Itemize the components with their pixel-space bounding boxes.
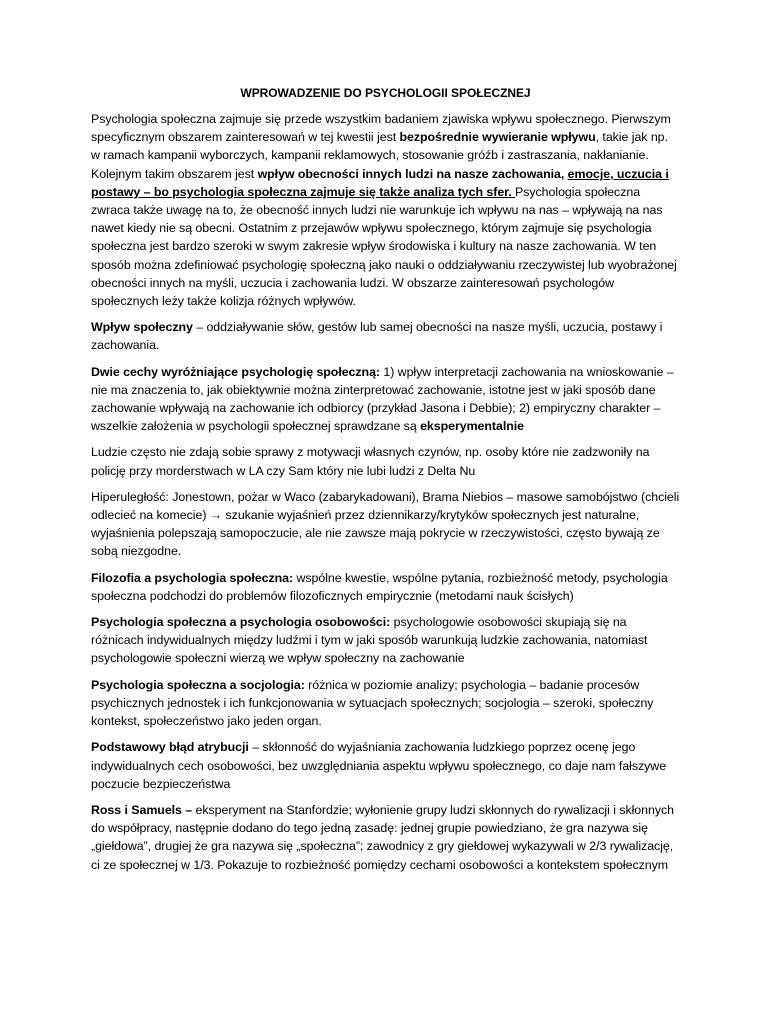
text-run: eksperyment na Stanfordzie; wyłonienie grupy ludzi skłonnych do rywalizacji i skłonnych do współpracy, następnie dodano do tego jedną zasadę: jednej grupie powiedziano, że gra nazywa się „giełdowa”, drugiej że gra nazywa się „społeczna”; zawodnicy z gry giełdowej wykazywali w 2/3 rywalizację, ci ze społecznej w 1/3. Pokazuje to rozbieżność pomiędzy cechami osobowości a kontekstem społecznym	[91, 802, 674, 872]
bold-term: Wpływ społeczny	[91, 320, 193, 335]
bold-term: bezpośrednie wywieranie wpływu	[399, 130, 596, 145]
paragraph-motivation: Ludzie często nie zdają sobie sprawy z motywacji własnych czynów, np. osoby które nie zadzwoniły na policję przy morderstwach w LA czy Sam który nie lubi ludzi z Delta Nu	[91, 445, 650, 478]
text-run: – skłonność do wyjaśniania zachowania ludzkiego poprzez ocenę jego indywidualnych cech osobowości, bez uwzględniania aspektu wpływu społecznego, co daje nam fałszywe poczucie bezpieczeństwa	[91, 740, 667, 791]
paragraph-philosophy	[91, 569, 680, 605]
text-run: wspólne kwestie, wspólne pytania, rozbieżność metody, psychologia społeczna podchodzi do problemów filozoficznych empirycznie (metodami nauk ścisłych)	[91, 570, 668, 603]
text-run: Psychologia społeczna zajmuje się przede wszystkim badaniem zjawiska wpływu społecznego. Pierwszym specyficznym obszarem zainteresowań w tej kwestii jest	[91, 112, 671, 145]
text-run: szukanie wyjaśnień przez dziennikarzy/krytyków społecznych jest naturalne, wyjaśnienia polepszają samopoczucie, ale nie zawsze mają pokrycie w rzeczywistości, często bywają ze sobą niezgodne.	[91, 508, 660, 559]
text-run: Psychologia społeczna zwraca także uwagę na to, że obecność innych ludzi nie warunkuje ich wpływu na nas – wpływają na nas nawet kiedy nie są obecni. Ostatnim z przejawów wpływu społecznego, którym zajmuje się psychologia społeczna jest bardzo szeroki w swym zakresie wpływ środowiska i kultury na nasze zachowania. W ten sposób można zdefiniować psychologię społeczną jako nauki o oddziaływaniu rzeczywistej lub wyobrażonej obecności innych na myśli, uczucia i zachowania ludzi. W obszarze zainteresowań psychologów społecznych leży także kolizja różnych wpływów.	[91, 184, 677, 309]
bold-term: Psychologia społeczna a socjologia:	[91, 677, 305, 692]
paragraph-attribution-error	[91, 738, 680, 793]
page-title: WPROWADZENIE DO PSYCHOLOGII SPOŁECZNEJ	[240, 86, 531, 100]
bold-term: Ross i Samuels –	[91, 802, 193, 817]
bold-term: eksperymentalnie	[420, 419, 524, 434]
text-run: psychologowie osobowości skupiają się na różnicach indywidualnych między ludźmi i tym w jaki sposób warunkują ludzkie zachowania, natomiast psychologowie społeczni wierzą we wpływ społeczny na zachowanie	[91, 615, 648, 666]
paragraph-sociology	[91, 676, 680, 731]
arrow-right-icon: →	[209, 508, 223, 523]
bold-term: Podstawowy błąd atrybucji	[91, 740, 249, 755]
text-run: 1) wpływ interpretacji zachowania na wnioskowanie – nie ma znaczenia to, jak obiektywnie można zinterpretować zachowanie, istotne jest w jaki sposób dane zachowanie wpływają na zachowanie ich odbiorcy (przykład Jasona i Debbie); 2) empiryczny charakter – wszelkie założenia w psychologii społecznej sprawdzane są	[91, 364, 674, 434]
underlined-bold-text: emocje, uczucia i postawy – bo psychologia społeczna zajmuje się także analiza tych sfer.	[91, 166, 669, 199]
text-run: , takie jak np. w ramach kampanii wyborczych, kampanii reklamowych, stosowanie gróźb i zastraszania, nakłanianie. Kolejnym takim obszarem jest	[91, 130, 668, 181]
bold-term: Psychologia społeczna a psychologia osobowości:	[91, 615, 391, 630]
text-run: Hiperuległość: Jonestown, pożar w Waco (zabarykadowani), Brama Niebios – masowe samobójstwo (chcieli odlecieć na komecie)	[91, 489, 680, 523]
paragraph-hyper-compliance	[91, 488, 680, 561]
text-run: – oddziaływanie słów, gestów lub samej obecności na nasze myśli, uczucia, postawy i zachowania.	[91, 320, 663, 353]
paragraph-social-influence	[91, 318, 680, 354]
bold-term: Filozofia a psychologia społeczna:	[91, 570, 294, 585]
paragraph-ross-samuels	[91, 801, 680, 874]
bold-term: wpływ obecności innych ludzi na nasze zachowania,	[257, 166, 568, 181]
paragraph-personality	[91, 613, 680, 668]
bold-term: Dwie cechy wyróżniające psychologię społeczną:	[91, 364, 380, 379]
text-run: różnica w poziomie analizy; psychologia – badanie procesów psychicznych jednostek i ich funkcjonowania w sytuacjach społecznych; socjologia – szeroki, społeczny kontekst, społeczeństwo jako jeden organ.	[91, 677, 654, 729]
paragraph-intro	[91, 110, 680, 310]
paragraph-two-features	[91, 363, 680, 436]
